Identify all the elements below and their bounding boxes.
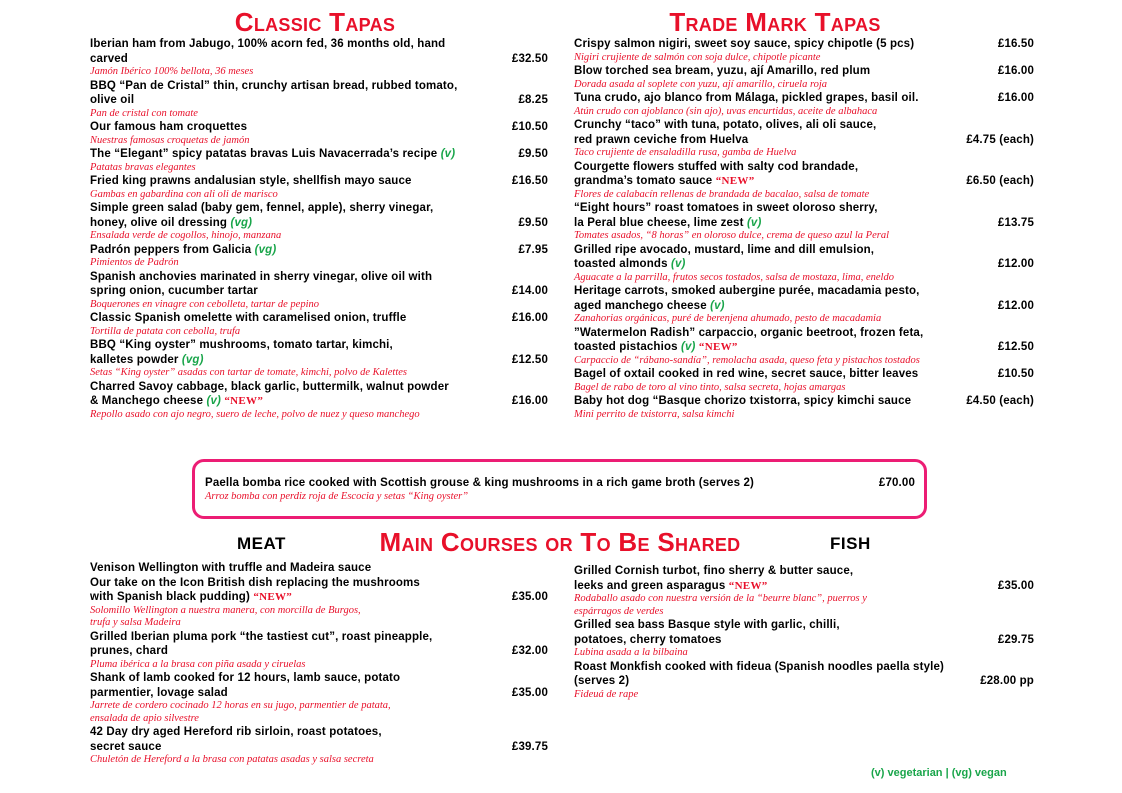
item-line [574,133,1034,148]
item-price: £12.00 [997,258,1034,270]
item-name [574,579,988,594]
item-price: £9.50 [518,148,548,160]
item-name-text: Blow torched sea bream, yuzu, ají Amarillo, red plum [574,65,871,77]
item-line [90,576,548,591]
diet-tag: (v) [681,341,696,353]
item-name [90,686,502,701]
item-name [90,93,508,108]
item-name [90,201,548,216]
item-spanish: Zanahorias orgánicas, puré de berenjena ahumado, pesto de macadamia [574,313,882,324]
item-line [90,686,548,701]
item-spanish: Patatas bravas elegantes [90,161,196,173]
item-spanish: Repollo asado con ajo negro, suero de leche, polvo de nuez y queso manchego [90,408,420,420]
item-name-text: Baby hot dog “Basque chorizo txistorra, spicy kimchi sauce [574,395,912,407]
item-price: £16.00 [511,312,548,324]
paella-price: £70.00 [878,477,915,489]
item-line [90,120,548,135]
item-line [90,740,548,755]
item-spanish: Nigiri crujiente de salmón con soja dulce, chipotle picante [574,51,821,63]
item-name [90,338,548,353]
item-name-text: Venison Wellington with truffle and Madeira sauce [90,562,372,574]
item-spanish: Gambas en gabardina con ali oli de marisco [90,188,278,200]
menu-item [90,725,548,767]
item-name-text: aged manchego cheese [574,299,707,312]
item-spanish: Fideuá de rape [574,688,639,700]
item-name [90,740,502,755]
item-name [574,394,956,409]
item-line [574,160,1034,175]
item-name-text: potatoes, cherry tomatoes [574,633,722,646]
fish-heading: FISH [830,534,871,553]
paella-spanish: Arroz bomba con perdiz roja de Escocia y setas “King oyster” [205,490,469,502]
item-name [574,284,1034,299]
item-name-text: honey, olive oil dressing [90,216,228,229]
item-name-text: 42 Day dry aged Hereford rib sirloin, roast potatoes, [90,726,382,738]
item-name-text: with Spanish black pudding) [90,591,250,603]
item-name [90,590,502,605]
item-line [90,79,548,94]
item-line [90,37,548,52]
menu-item [90,311,548,338]
item-line [574,284,1034,299]
classic-tapas-heading: Classic Tapas [234,7,396,37]
menu-item [90,630,548,672]
menu-item [90,120,548,147]
diet-tag: (vg) [230,216,253,229]
item-price: £12.50 [511,353,548,366]
item-name-text: BBQ “Pan de Cristal” thin, crunchy artisan bread, rubbed tomato, [90,79,458,92]
item-name [90,311,502,326]
item-name-text: toasted pistachios [574,341,678,353]
item-name-text: Grilled ripe avocado, mustard, lime and dill emulsion, [574,243,875,256]
item-name [574,674,970,689]
paella-name: Paella bomba rice cooked with Scottish grouse & king mushrooms in a rich game broth (serves 2) [205,477,754,489]
item-spanish: Carpaccio de “rábano-sandía”, remolacha asada, queso feta y pistachos tostados [574,354,920,366]
item-spanish: ensalada de apio silvestre [90,712,199,724]
item-name-text: Iberian ham from Jabugo, 100% acorn fed, 36 months old, hand [90,38,446,50]
menu-item [90,79,548,121]
item-price: £16.00 [997,92,1034,104]
item-name-text: carved [90,52,128,65]
item-name [90,671,548,686]
item-spanish: Rodaballo asado con nuestra versión de la “beurre blanc”, puerros y [574,593,867,604]
item-line [574,299,1034,314]
item-spanish: trufa y salsa Madeira [90,617,181,628]
item-name [90,216,508,231]
item-name-text: olive oil [90,94,135,106]
item-name-text: kalletes powder [90,353,179,366]
item-name [574,564,1034,579]
item-name-text: la Peral blue cheese, lime zest [574,216,744,229]
item-name [574,201,1034,216]
item-name [574,216,988,231]
diet-legend: (v) vegetarian | (vg) vegan [871,767,1007,779]
menu-item [90,338,548,380]
item-price: £39.75 [511,740,548,753]
item-name-text: red prawn ceviche from Huelva [574,133,749,146]
menu-item [90,243,548,270]
item-price: £10.50 [511,121,548,133]
item-name-text: Tuna crudo, ajo blanco from Málaga, pickled grapes, basil oil. [574,92,919,104]
item-line [574,564,1034,579]
item-name-text: Courgette flowers stuffed with salty cod brandade, [574,160,859,173]
diet-tag: (v) [671,258,686,270]
item-name [574,64,988,79]
item-price: £32.50 [511,52,548,65]
item-spanish: Pluma ibérica a la brasa con piña asada y ciruelas [90,658,306,670]
item-spanish: Flores de calabacín rellenas de brandada de bacalao, salsa de tomate [574,188,870,200]
item-name [90,380,548,395]
menu-item [90,561,548,630]
item-line [90,671,548,686]
item-line [574,64,1034,79]
item-line [574,216,1034,231]
item-line [90,380,548,395]
item-name-text: Heritage carrots, smoked aubergine purée, macadamia pesto, [574,285,920,297]
item-name [574,367,988,382]
item-line [574,326,1034,341]
item-price: £29.75 [997,633,1034,646]
item-line [90,630,548,645]
item-name-text: Spanish anchovies marinated in sherry vinegar, olive oil with [90,270,433,283]
item-line [90,311,548,326]
item-price: £7.95 [518,243,548,256]
item-name [90,644,502,659]
item-name [574,257,988,272]
item-price: £9.50 [518,216,548,229]
item-name-text: Our take on the Icon British dish replacing the mushrooms [90,576,420,589]
item-spanish: Taco crujiente de ensaladilla rusa, gamba de Huelva [574,147,797,158]
diet-tag: (vg) [254,243,277,256]
item-spanish: Jamón Ibérico 100% bellota, 36 meses [90,66,254,77]
item-spanish: Tomates asados, “8 horas” en oloroso dulce, crema de queso azul la Peral [574,230,889,241]
item-name [574,243,1034,258]
item-name [574,633,988,648]
item-line [574,633,1034,648]
item-name-text: parmentier, lovage salad [90,686,228,699]
item-price: £12.50 [997,341,1034,353]
new-badge: “NEW” [728,579,768,592]
menu-item [574,37,1034,64]
item-name-text: toasted almonds [574,258,668,270]
item-name [90,270,548,285]
item-line [574,618,1034,633]
item-line [574,394,1034,409]
diet-tag: (v) [746,216,762,229]
item-name-text: Classic Spanish omelette with caramelised onion, truffle [90,312,407,324]
item-name [574,299,988,314]
new-badge: “NEW” [253,591,293,603]
item-name [90,174,502,189]
item-line [574,674,1034,689]
item-name-text: ”Watermelon Radish” carpaccio, organic beetroot, frozen feta, [574,326,924,339]
item-name-text: (serves 2) [574,675,630,687]
item-name [574,91,988,106]
item-spanish: Jarrete de cordero cocinado 12 horas en su jugo, parmentier de patata, [90,700,391,711]
item-line [90,284,548,299]
item-line [574,201,1034,216]
menu-item [90,174,548,201]
item-price: £12.00 [997,299,1034,312]
item-name-text: Charred Savoy cabbage, black garlic, buttermilk, walnut powder [90,380,449,393]
paella-box [192,459,927,519]
item-line [574,91,1034,106]
menu-item [574,201,1034,243]
item-spanish: Pan de cristal con tomate [90,107,198,119]
item-name [90,561,548,576]
item-line [90,201,548,216]
item-name [90,147,508,162]
item-line [90,644,548,659]
item-spanish: Lubina asada a la bilbaina [574,647,688,658]
item-name-text: Padrón peppers from Galicia [90,243,252,256]
item-name [90,284,502,299]
item-name-text: Crispy salmon nigiri, sweet soy sauce, spicy chipotle (5 pcs) [574,38,915,50]
item-name [90,353,502,368]
item-price: £32.00 [511,645,548,657]
item-spanish: Aguacate a la parrilla, frutos secos tostados, salsa de mostaza, lima, eneldo [574,271,894,283]
item-name-text: Crunchy “taco” with tuna, potato, olives, ali oli sauce, [574,119,877,131]
item-name [90,394,502,409]
item-line [574,660,1034,675]
menu-item [574,367,1034,394]
fish-list [574,564,1034,701]
item-line [574,37,1034,52]
menu-item [574,243,1034,285]
item-price: £10.50 [997,368,1034,380]
trademark-tapas-list [574,37,1034,421]
new-badge: “NEW” [715,175,755,187]
item-line [574,367,1034,382]
menu-item [574,394,1034,421]
item-line [90,147,548,162]
item-name [574,326,1034,341]
item-name [574,118,1034,133]
item-line [90,561,548,576]
item-line [90,353,548,368]
item-name [90,576,548,591]
item-line [90,243,548,258]
item-name-text: Grilled sea bass Basque style with garlic, chilli, [574,619,840,631]
item-line [90,590,548,605]
new-badge: “NEW” [224,395,264,407]
item-name-text: Simple green salad (baby gem, fennel, apple), sherry vinegar, [90,202,434,214]
item-name [574,660,1034,675]
item-name [574,160,1034,175]
item-name [90,725,548,740]
item-price: £35.00 [511,686,548,699]
item-name [574,618,1034,633]
item-name [90,630,548,645]
item-line [574,174,1034,189]
item-name [90,120,502,135]
item-price: £8.25 [518,94,548,106]
item-spanish: Mini perrito de txistorra, salsa kimchi [574,408,735,420]
menu-item [574,660,1034,702]
menu-item [574,118,1034,160]
item-line [90,725,548,740]
item-spanish: Boquerones en vinagre con cebolleta, tartar de pepino [90,298,320,310]
item-name-text: The “Elegant” spicy patatas bravas Luis Navacerrada’s recipe [90,148,438,160]
diet-tag: (v) [710,299,725,312]
item-name-text: spring onion, cucumber tartar [90,285,258,297]
item-line [90,394,548,409]
diet-tag: (v) [206,395,221,407]
item-name-text: prunes, chard [90,645,168,657]
item-name [90,52,502,67]
item-line [574,257,1034,272]
item-price: £14.00 [511,285,548,297]
menu-item [574,326,1034,368]
item-name-text: Fried king prawns andalusian style, shellfish mayo sauce [90,175,412,187]
item-spanish: Solomillo Wellington a nuestra manera, con morcilla de Burgos, [90,604,361,616]
item-name-text: Bagel of oxtail cooked in red wine, secret sauce, bitter leaves [574,368,919,380]
item-price: £4.50 (each) [966,395,1034,407]
item-name [574,133,956,148]
item-line [90,52,548,67]
item-spanish: Tortilla de patata con cebolla, trufa [90,325,241,337]
menu-item [574,91,1034,118]
item-price: £16.50 [997,38,1034,50]
item-name [90,243,508,258]
item-name [574,174,956,189]
meat-heading: MEAT [237,534,286,553]
menu-item [574,618,1034,660]
item-name-text: leeks and green asparagus [574,579,726,592]
item-line [90,216,548,231]
diet-tag: (v) [440,148,456,160]
trademark-tapas-heading: Trade Mark Tapas [669,7,881,37]
item-price: £35.00 [997,579,1034,592]
item-price: £16.00 [511,395,548,407]
item-name-text: grandma’s tomato sauce [574,175,713,187]
main-courses-heading: Main Courses or To Be Shared [379,527,741,557]
item-price: £16.00 [997,65,1034,77]
item-spanish: Pimientos de Padrón [90,257,179,268]
item-spanish: espárragos de verdes [574,605,664,617]
item-name [90,79,548,94]
item-price: £16.50 [511,175,548,187]
menu-item [574,564,1034,618]
item-price: £35.00 [511,591,548,603]
item-name-text: Our famous ham croquettes [90,121,248,133]
item-name [90,37,548,52]
item-spanish: Setas “King oyster” asadas con tartar de tomate, kimchi, polvo de Kalettes [90,367,408,378]
item-name-text: Grilled Iberian pluma pork “the tastiest cut”, roast pineapple, [90,630,433,643]
menu-item [574,64,1034,91]
item-name-text: “Eight hours” roast tomatoes in sweet oloroso sherry, [574,202,878,214]
item-name-text: Shank of lamb cooked for 12 hours, lamb sauce, potato [90,672,401,684]
item-price: £13.75 [997,216,1034,229]
item-line [90,174,548,189]
menu-item [574,160,1034,202]
menu-item [90,147,548,174]
menu-item [574,284,1034,326]
item-price: £6.50 (each) [966,175,1034,187]
item-line [574,243,1034,258]
item-line [574,118,1034,133]
item-spanish: Atún crudo con ajoblanco (sin ajo), uvas encurtidas, aceite de albahaca [574,105,878,117]
item-line [574,579,1034,594]
meat-list [90,561,548,767]
diet-tag: (vg) [181,353,204,366]
item-name-text: & Manchego cheese [90,395,204,407]
item-line [90,93,548,108]
item-line [574,340,1034,355]
item-name-text: Roast Monkfish cooked with fideua (Spanish noodles paella style) [574,660,944,673]
item-price: £4.75 (each) [966,133,1034,146]
menu-item [90,671,548,725]
menu-item [90,380,548,422]
item-line [90,270,548,285]
menu-item [90,37,548,79]
item-name-text: secret sauce [90,740,162,753]
item-name-text: BBQ “King oyster” mushrooms, tomato tartar, kimchi, [90,339,393,351]
classic-tapas-list [90,37,548,421]
item-name-text: Grilled Cornish turbot, fino sherry & butter sauce, [574,565,854,577]
menu-item [90,201,548,243]
item-price: £28.00 pp [980,675,1034,687]
item-spanish: Ensalada verde de cogollos, hinojo, manzana [90,230,282,241]
item-name [574,340,988,355]
item-spanish: Dorada asada al soplete con yuzu, ají amarillo, ciruela roja [574,78,828,90]
item-name [574,37,988,52]
item-spanish: Nuestras famosas croquetas de jamón [90,134,250,146]
item-line [90,338,548,353]
item-spanish: Bagel de rabo de toro al vino tinto, salsa secreta, hojas amargas [574,381,846,393]
item-spanish: Chuletón de Hereford a la brasa con patatas asadas y salsa secreta [90,754,374,765]
new-badge: “NEW” [698,341,738,353]
menu-item [90,270,548,312]
